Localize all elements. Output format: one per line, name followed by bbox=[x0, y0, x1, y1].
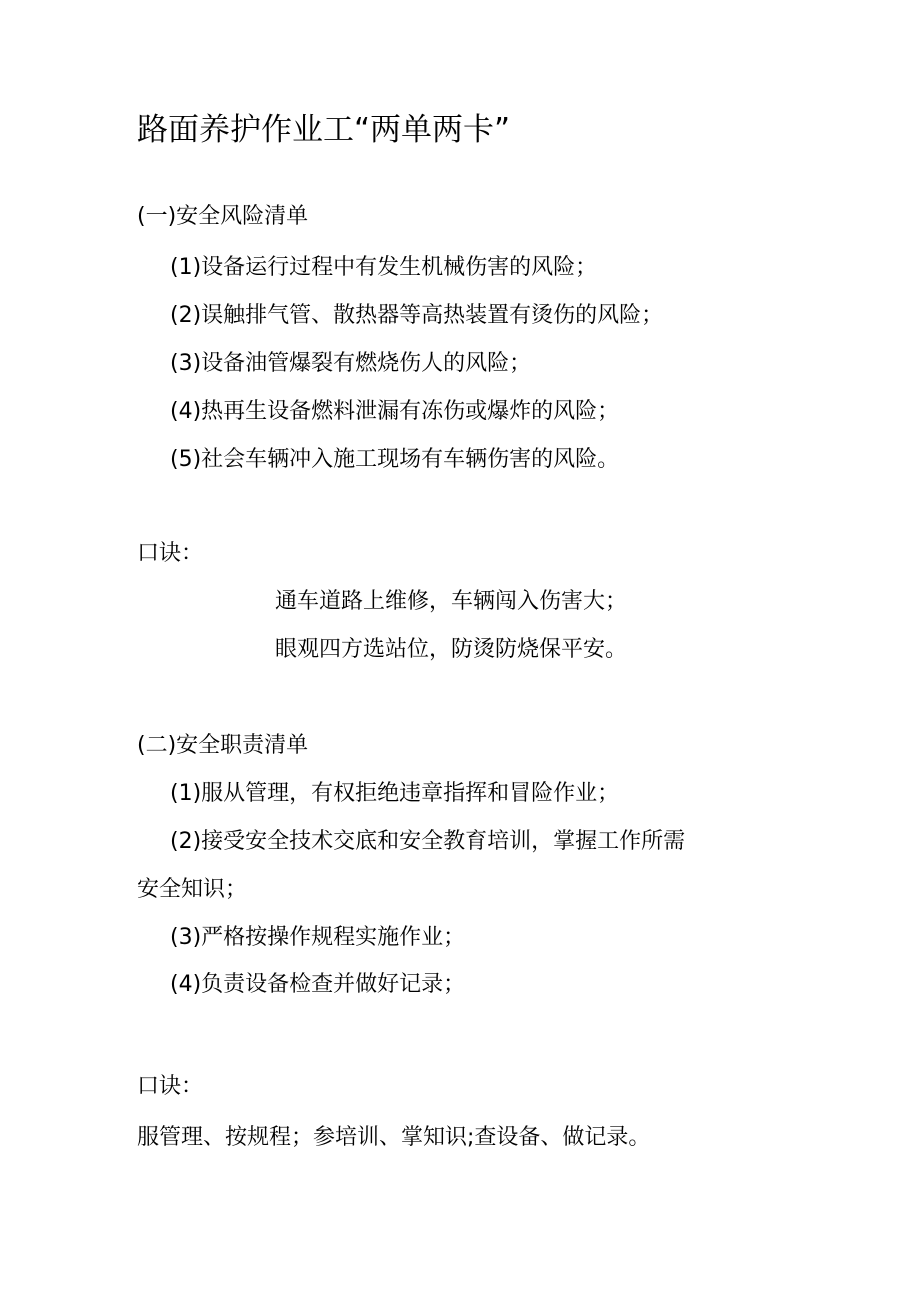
duty-item-1: (1)服从管理，有权拒绝违章指挥和冒险作业； bbox=[170, 781, 620, 806]
rhyme-line-2: 眼观四方选站位，防烫防烧保平安。 bbox=[275, 637, 628, 662]
duty-item-2-continued: 安全知识； bbox=[137, 877, 248, 902]
risk-item-2: (2)误触排气管、散热器等高热装置有烫伤的风险； bbox=[170, 303, 664, 328]
risk-item-4: (4)热再生设备燃料泄漏有冻伤或爆炸的风险； bbox=[170, 399, 620, 424]
duty-item-3: (3)严格按操作规程实施作业； bbox=[170, 925, 466, 950]
rhyme-line-1: 通车道路上维修，车辆闯入伤害大； bbox=[275, 589, 628, 614]
risk-item-3: (3)设备油管爆裂有燃烧伤人的风险； bbox=[170, 351, 532, 376]
rhyme-label-2: 口诀： bbox=[137, 1074, 204, 1099]
duty-item-4: (4)负责设备检查并做好记录； bbox=[170, 972, 466, 997]
section1-heading: (一)安全风险清单 bbox=[137, 204, 309, 229]
section2-heading: (二)安全职责清单 bbox=[137, 733, 309, 758]
rhyme-text-2: 服管理、按规程；参培训、掌知识;查设备、做记录。 bbox=[137, 1125, 651, 1150]
document-title: 路面养护作业工“两单两卡” bbox=[137, 112, 511, 148]
risk-item-1: (1)设备运行过程中有发生机械伤害的风险； bbox=[170, 255, 598, 280]
rhyme-label-1: 口诀： bbox=[137, 541, 204, 566]
duty-item-2: (2)接受安全技术交底和安全教育培训，掌握工作所需 bbox=[170, 829, 686, 854]
risk-item-5: (5)社会车辆冲入施工现场有车辆伤害的风险。 bbox=[170, 447, 620, 472]
